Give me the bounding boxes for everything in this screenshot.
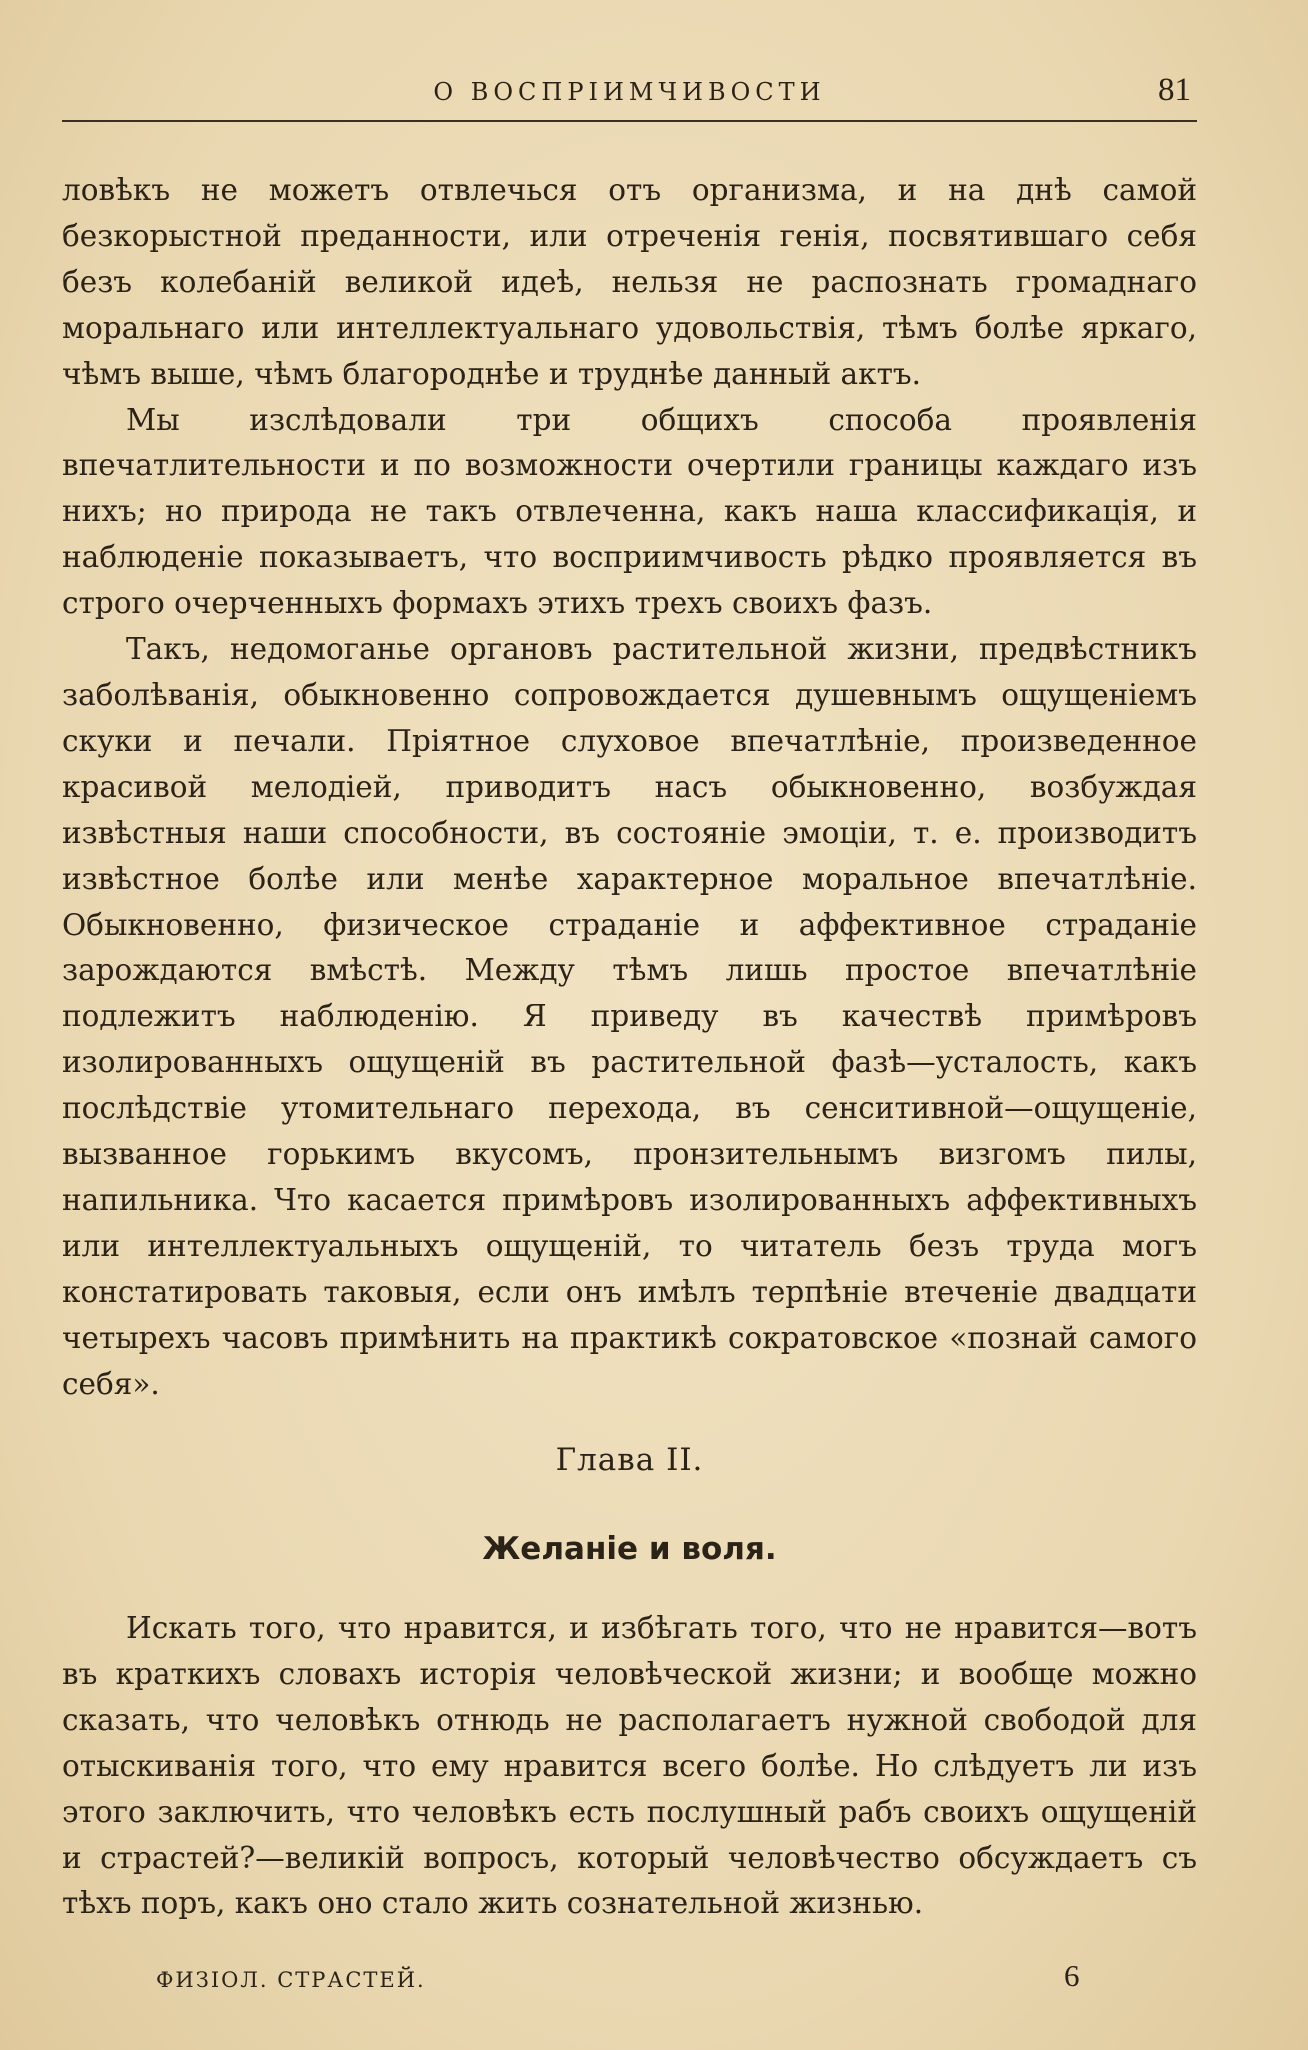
text-block-bottom <box>62 1606 1197 1927</box>
paragraph-4: Искать того, что нравится, и избѣгать того, что не нравится—вотъ въ краткихъ словахъ исторія человѣческой жизни; и вообще можно сказать, что человѣкъ отнюдь не располагаетъ нужной свободой для отыскиванія того, что ему нравится всего болѣе. Но слѣдуетъ ли изъ этого заключить, что человѣкъ есть послушный рабъ своихъ ощущеній и страстей?—великій вопросъ, который человѣчество обсуждаетъ съ тѣхъ поръ, какъ оно стало жить сознательной жизнью. <box>62 1611 1197 1921</box>
chapter-label: Глава II. <box>555 1442 704 1478</box>
paragraph-2: Мы изслѣдовали три общихъ способа проявленія впечатлительности и по возможности очертили границы каждаго изъ нихъ; но природа не такъ отвлеченна, какъ наша классификація, и наблюденіе показываетъ, что восприимчивость рѣдко проявляется въ строго очерченныхъ формахъ этихъ трехъ своихъ фазъ. <box>62 402 1197 621</box>
chapter-title: Желаніе и воля. <box>482 1531 777 1567</box>
paragraph-3: Такъ, недомоганье органовъ растительной жизни, предвѣстникъ заболѣванія, обыкновенно сопровождается душевнымъ ощущеніемъ скуки и печали. Пріятное слуховое впечатлѣніе, произведенное красивой мелодіей, приводитъ насъ обыкновенно, возбуждая извѣстныя наши способности, въ состояніе эмоціи, т. е. производитъ извѣстное болѣе или менѣе характерное моральное впечатлѣніе. Обыкновенно, физическое страданіе и аффективное страданіе зарождаются вмѣстѣ. Между тѣмъ лишь простое впечатлѣніе подлежитъ наблюденію. Я приведу въ качествѣ примѣровъ изолированныхъ ощущеній въ растительной фазѣ—усталость, какъ послѣдствіе утомительнаго перехода, въ сенситивной—ощущеніе, вызванное горькимъ вкусомъ, пронзительнымъ визгомъ пилы, напильника. Что касается примѣровъ изолированныхъ аффективныхъ или интеллектуальныхъ ощущеній, то читатель безъ труда могъ констатировать таковыя, если онъ имѣлъ терпѣніе втеченіе двадцати четырехъ часовъ примѣнить на практикѣ сократовское «познай самого себя». <box>62 632 1197 1401</box>
header-rule <box>62 120 1197 122</box>
footer-sheet-number: 6 <box>1064 1958 1080 1993</box>
page-number: 81 <box>1158 72 1191 108</box>
running-title: О ВОСПРІИМЧИВОСТИ <box>433 78 826 106</box>
footer-signature-title: ФИЗІОЛ. СТРАСТЕЙ. <box>156 1968 426 1992</box>
paragraph-1: ловѣкъ не можетъ отвлечься отъ организма, и на днѣ самой безкорыстной преданности, или отреченія генія, посвятившаго себя безъ колебаній великой идеѣ, нельзя не распознать громаднаго моральнаго или интеллектуальнаго удовольствія, тѣмъ болѣе яркаго, чѣмъ выше, чѣмъ благороднѣе и труднѣе данный актъ. <box>62 173 1197 391</box>
text-block-top <box>62 168 1197 1407</box>
running-head <box>62 72 1197 122</box>
